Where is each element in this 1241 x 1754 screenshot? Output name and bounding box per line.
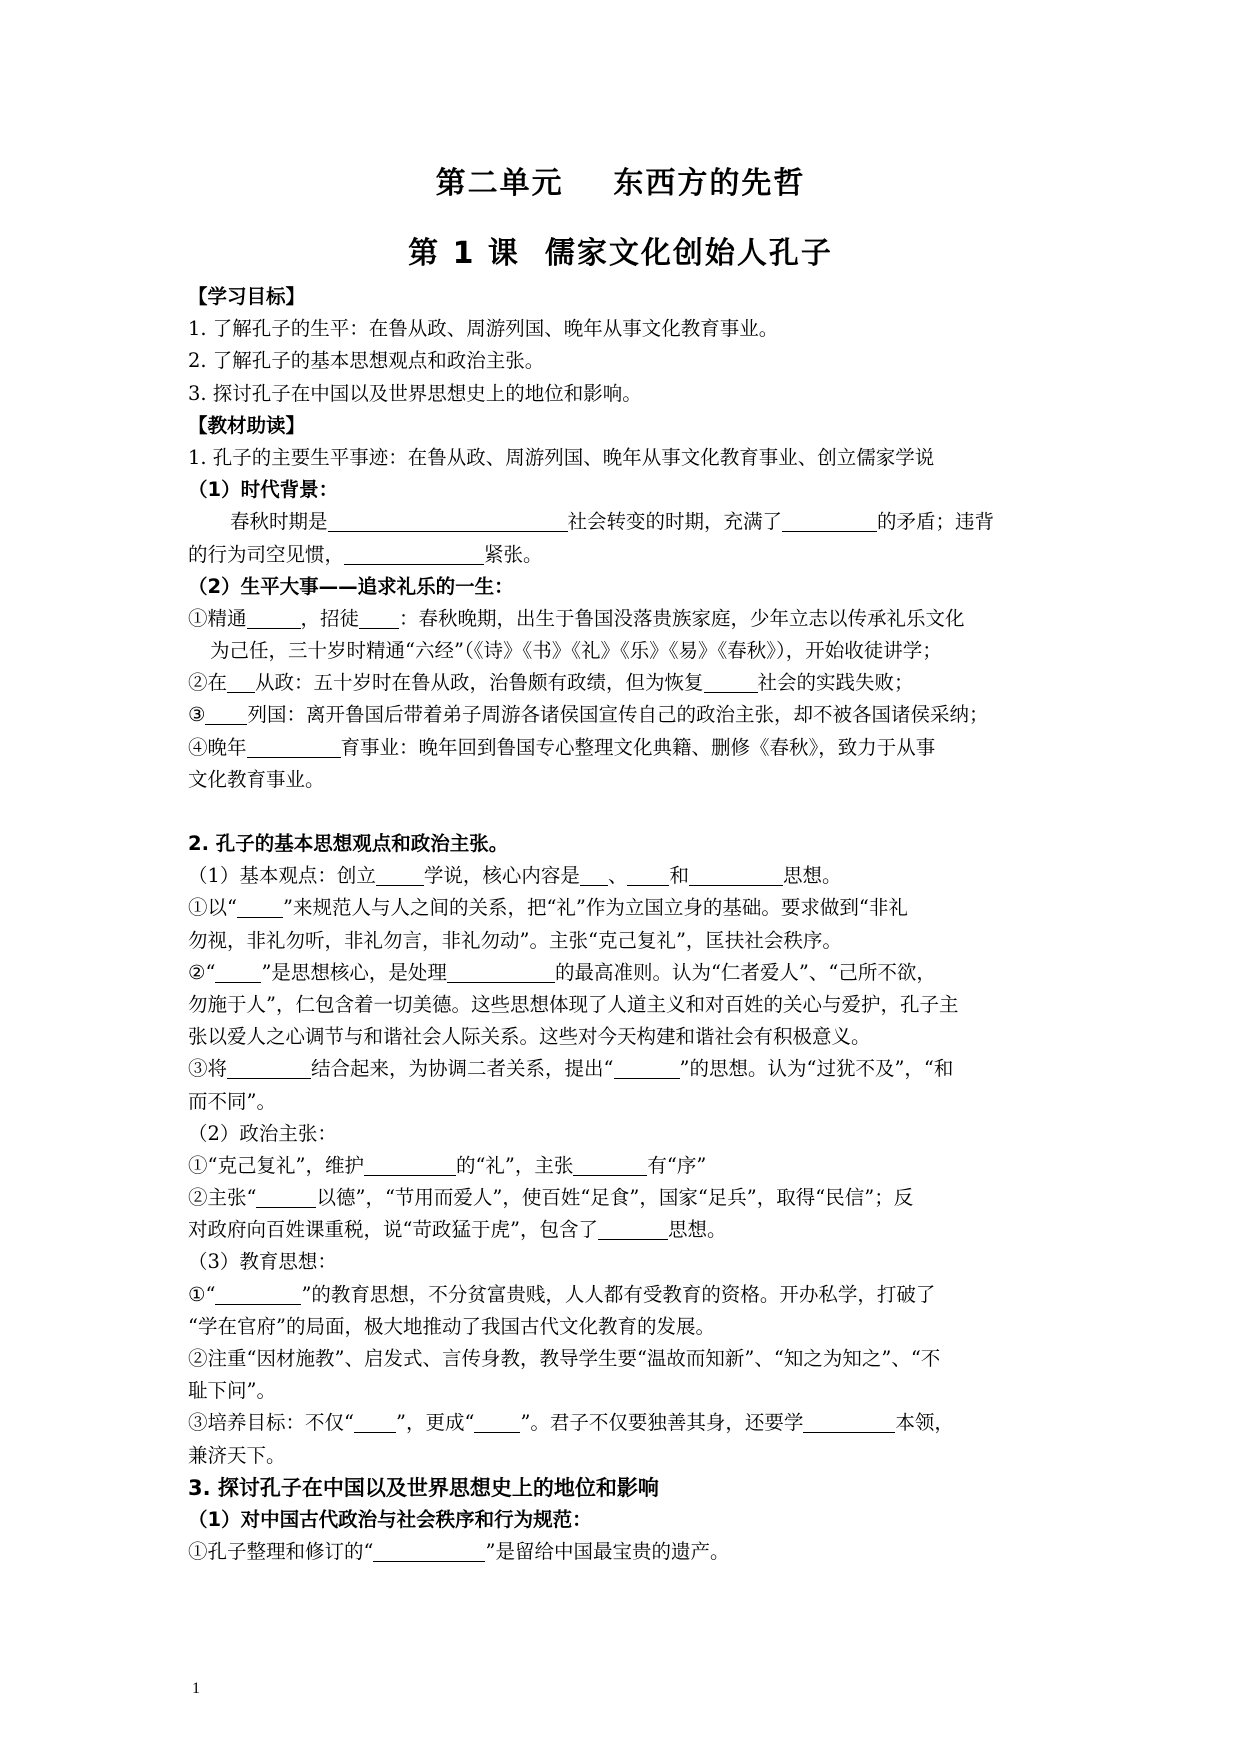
- section-1-title: 1. 孔子的主要生平事迹：在鲁从政、周游列国、晚年从事文化教育事业、创立儒家学说: [188, 445, 935, 469]
- blank-field[interactable]: [447, 960, 555, 983]
- education-item-3-cont: 兼济天下。: [188, 1443, 286, 1467]
- objective-item: 1. 了解孔子的生平：在鲁从政、周游列国、晚年从事文化教育事业。: [188, 317, 779, 341]
- ren-item-cont: 勿施于人”，仁包含着一切美德。这些思想体现了人道主义和对百姓的关心与爱护，孔子主: [188, 992, 959, 1016]
- blank-field[interactable]: [704, 670, 758, 693]
- worksheet-body: [188, 281, 1068, 1568]
- background-line-1: 春秋时期是 社会转变的时期，充满了 的矛盾；违背: [230, 510, 995, 534]
- blank-field[interactable]: [344, 542, 484, 565]
- blank-field[interactable]: [328, 509, 568, 532]
- politics-item-2-cont: 对政府向百姓课重税，说“苛政猛于虎”，包含了 思想。: [188, 1218, 727, 1242]
- guide-heading: 【教材助读】: [188, 413, 306, 437]
- influence-heading: （1）对中国古代政治与社会秩序和行为规范：: [188, 1507, 592, 1531]
- blank-field[interactable]: [689, 863, 783, 886]
- blank-field[interactable]: [376, 863, 424, 886]
- background-heading: （1）时代背景：: [188, 478, 339, 502]
- blank-field[interactable]: [782, 509, 877, 532]
- blank-field[interactable]: [215, 960, 261, 983]
- life-item-3: ③ 列国：离开鲁国后带着弟子周游各诸侯国宣传自己的政治主张，却不被各国诸侯采纳；: [188, 703, 989, 727]
- zhongyong-item-cont: 而不同”。: [188, 1089, 276, 1113]
- blank-field[interactable]: [354, 1410, 396, 1433]
- life-heading: （2）生平大事——追求礼乐的一生：: [188, 574, 514, 598]
- objective-item: 2. 了解孔子的基本思想观点和政治主张。: [188, 349, 545, 373]
- blank-field[interactable]: [215, 1282, 301, 1305]
- li-item: ①以“ ”来规范人与人之间的关系，把“礼”作为立国立身的基础。要求做到“非礼: [188, 896, 908, 920]
- ren-item: ②“ ”是思想核心，是处理 的最高准则。认为“仁者爱人”、“己所不欲，: [188, 960, 936, 984]
- lesson-title: 第 1 课 儒家文化创始人孔子: [408, 236, 833, 271]
- life-item-2: ②在 从政：五十岁时在鲁从政，治鲁颇有政绩，但为恢复 社会的实践失败；: [188, 671, 914, 695]
- basic-views: （1）基本观点：创立 学说，核心内容是 、 和 思想。: [188, 864, 842, 888]
- ren-item-cont: 张以爱人之心调节与和谐社会人际关系。这些对今天构建和谐社会有积极意义。: [188, 1025, 871, 1049]
- life-item-1: ①精通 ，招徒 ：春秋晚期，出生于鲁国没落贵族家庭，少年立志以传承礼乐文化: [188, 606, 965, 630]
- li-item-cont: 勿视，非礼勿听，非礼勿言，非礼勿动”。主张“克己复礼”，匡扶社会秩序。: [188, 928, 842, 952]
- blank-field[interactable]: [598, 1217, 668, 1240]
- education-item-1-cont: “学在官府”的局面，极大地推动了我国古代文化教育的发展。: [188, 1314, 715, 1338]
- politics-heading: （2）政治主张：: [188, 1121, 337, 1145]
- section-2-title: 2. 孔子的基本思想观点和政治主张。: [188, 832, 509, 855]
- page-number: 1: [192, 1680, 200, 1697]
- blank-field[interactable]: [627, 863, 669, 886]
- blank-field[interactable]: [359, 606, 399, 629]
- politics-item-2: ②主张“ 以德”，“节用而爱人”，使百姓“足食”，国家“足兵”，取得“民信”；反: [188, 1186, 914, 1210]
- education-item-2: ②注重“因材施教”、启发式、言传身教，教导学生要“温故而知新”、“知之为知之”、“不: [188, 1347, 941, 1370]
- unit-title: 第二单元 东西方的先哲: [435, 166, 806, 201]
- education-item-1: ①“ ”的教育思想，不分贫富贵贱，人人都有受教育的资格。开办私学，打破了: [188, 1282, 936, 1306]
- blank-field[interactable]: [580, 863, 608, 886]
- blank-field[interactable]: [373, 1539, 485, 1562]
- background-line-2: 的行为司空见惯， 紧张。: [188, 542, 543, 566]
- blank-field[interactable]: [237, 895, 283, 918]
- politics-item-1: ①“克己复礼”，维护 的“礼”，主张 有“序”: [188, 1153, 707, 1177]
- objectives-heading: 【学习目标】: [188, 285, 306, 308]
- blank-field[interactable]: [227, 1056, 311, 1079]
- blank-field[interactable]: [247, 735, 341, 758]
- life-item-4: ④晚年 育事业：晚年回到鲁国专心整理文化典籍、删修《春秋》，致力于从事: [188, 735, 936, 759]
- life-item-4-cont: 文化教育事业。: [188, 767, 325, 791]
- zhongyong-item: ③将 结合起来，为协调二者关系，提出“ ”的思想。认为“过犹不及”，“和: [188, 1057, 954, 1081]
- blank-field[interactable]: [256, 1185, 316, 1208]
- influence-item-1: ①孔子整理和修订的“ ”是留给中国最宝贵的遗产。: [188, 1540, 730, 1564]
- blank-field[interactable]: [573, 1153, 647, 1176]
- blank-field[interactable]: [614, 1056, 680, 1079]
- blank-field[interactable]: [227, 670, 255, 693]
- life-item-1-cont: 为己任，三十岁时精通“六经”（《诗》《书》《礼》《乐》《易》《春秋》），开始收徒讲学；: [210, 639, 942, 663]
- blank-field[interactable]: [364, 1153, 456, 1176]
- education-item-2-cont: 耻下问”。: [188, 1379, 276, 1403]
- objective-item: 3. 探讨孔子在中国以及世界思想史上的地位和影响。: [188, 381, 642, 405]
- blank-field[interactable]: [205, 702, 247, 725]
- blank-field[interactable]: [247, 606, 301, 629]
- blank-field[interactable]: [474, 1410, 520, 1433]
- education-heading: （3）教育思想：: [188, 1250, 337, 1274]
- education-item-3: ③培养目标：不仅“ ”，更成“ ”。君子不仅要独善其身，还要学 本领，: [188, 1411, 954, 1435]
- blank-field[interactable]: [803, 1410, 895, 1433]
- section-3-title: 3. 探讨孔子在中国以及世界思想史上的地位和影响: [188, 1475, 659, 1500]
